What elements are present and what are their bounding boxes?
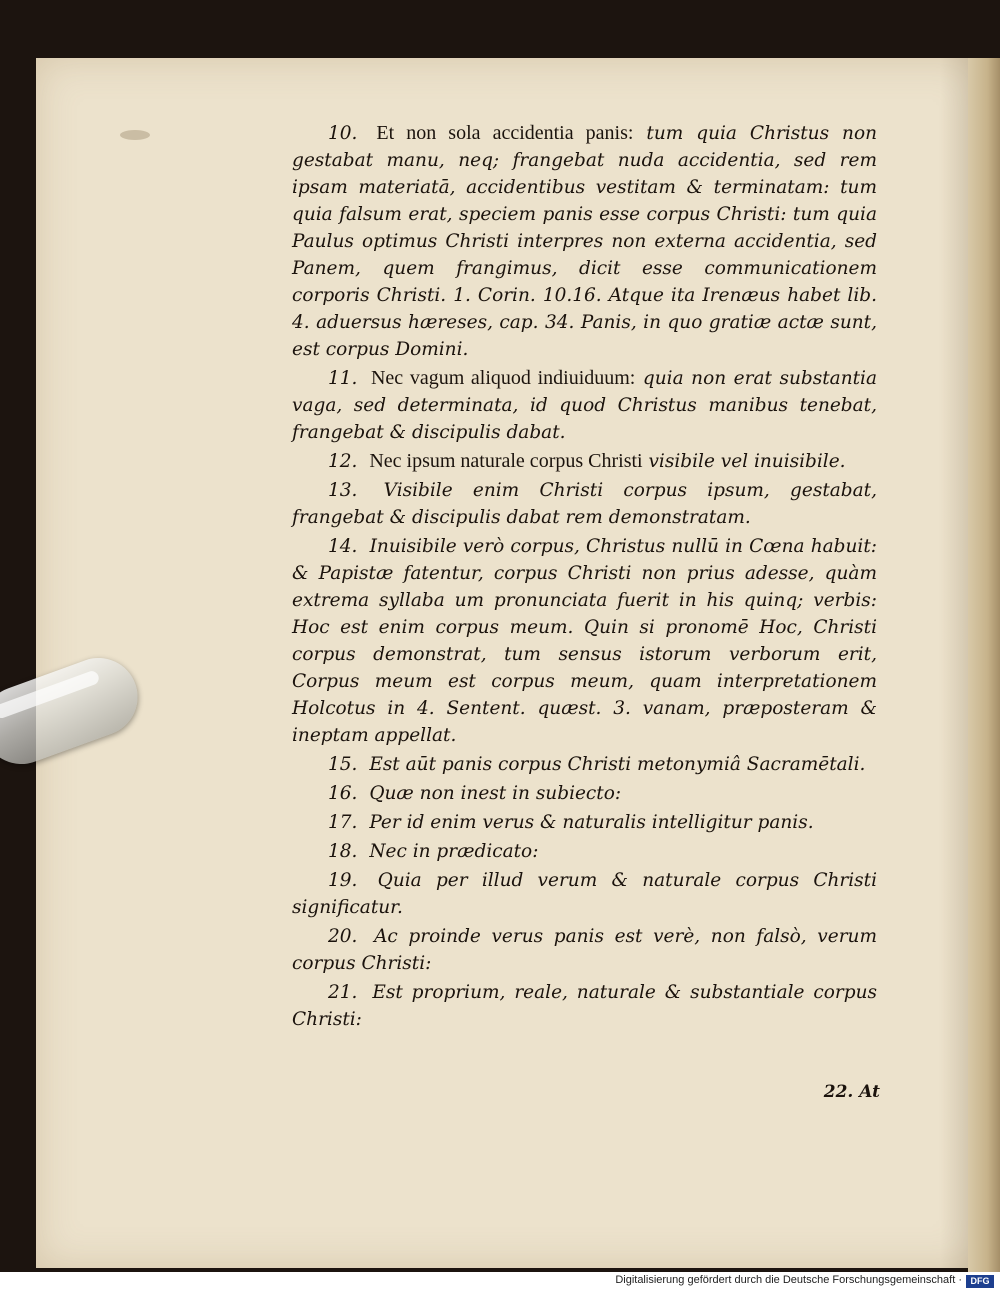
paragraph-11	[292, 365, 877, 446]
paragraph-body: Ac proinde verus panis est verè, non falsò, verum corpus Christi:	[292, 926, 878, 974]
page-stack-edge	[968, 58, 1000, 1272]
paragraph-body: Nec in prædicato:	[369, 841, 539, 862]
paragraph-body: Inuisibile verò corpus, Christus nullū in Cœna habuit: & Papistæ fatentur, corpus Christi non prius adesse, quàm extrema syllaba um pronunciata fuerit in his quinq; verbis: Hoc est enim corpus meum. Quin si pronomē Hoc, Christi corpus demonstrat, tum sensus istorum verborum erit, Corpus meum est corpus meum, quam interpretationem Holcotus in 4. Sentent. quæst. 3. vanam, præposteram & ineptam appellat.	[292, 536, 877, 746]
paragraph-number: 20.	[328, 926, 358, 947]
paragraph-14	[292, 533, 877, 749]
paragraph-body: Est proprium, reale, naturale & substantiale corpus Christi:	[292, 982, 877, 1030]
paragraph-number: 12.	[328, 451, 358, 472]
catchword: 22. At	[823, 1082, 880, 1102]
page-text-block	[292, 120, 877, 1035]
paragraph-number: 21.	[328, 982, 358, 1003]
paragraph-lead: Nec ipsum naturale corpus Christi	[369, 450, 643, 472]
paragraph-number: 18.	[328, 841, 358, 862]
dfg-logo-icon[interactable]: DFG	[966, 1275, 994, 1288]
paper-stain	[120, 130, 150, 140]
paragraph-number: 16.	[328, 783, 358, 804]
paragraph-body: Quia per illud verum & naturale corpus Christi significatur.	[292, 870, 877, 918]
paragraph-number: 11.	[328, 368, 358, 389]
paragraph-body: visibile vel inuisibile.	[648, 451, 846, 472]
paragraph-lead: Nec vagum aliquod indiuiduum:	[370, 367, 636, 389]
paragraph-number: 10.	[328, 123, 358, 144]
paragraph-17	[292, 809, 877, 836]
paragraph-15	[292, 751, 877, 778]
paragraph-20	[292, 923, 877, 977]
paragraph-number: 17.	[328, 812, 358, 833]
paragraph-body: Quæ non inest in subiecto:	[369, 783, 622, 804]
paragraph-10	[292, 120, 877, 363]
paragraph-19	[292, 867, 877, 921]
paragraph-number: 15.	[328, 754, 358, 775]
paragraph-16	[292, 780, 877, 807]
funding-credit: Digitalisierung gefördert durch die Deutsche Forschungsgemeinschaft ·	[615, 1274, 962, 1286]
paragraph-number: 19.	[328, 870, 358, 891]
paragraph-body: Est aūt panis corpus Christi metonymiâ Sacramētali.	[369, 754, 866, 775]
paragraph-body: tum quia Christus non gestabat manu, neq; frangebat nuda accidentia, sed rem ipsam materiatā, accidentibus vestitam & terminatam: tum quia falsum erat, speciem panis esse corpus Christi: tum quia Paulus optimus Christi interpres non externa accidentia, sed Panem, quem frangimus, dicit esse communicationem corporis Christi. 1. Corin. 10.16. Atque ita Irenæus habet lib. 4. aduersus hæreses, cap. 34. Panis, in quo gratiæ actæ sunt, est corpus Domini.	[292, 123, 877, 360]
paragraph-body: Visibile enim Christi corpus ipsum, gestabat, frangebat & discipulis dabat rem demonstratam.	[292, 480, 877, 528]
paragraph-13	[292, 477, 877, 531]
paragraph-lead: Et non sola accidentia panis:	[376, 122, 634, 144]
paragraph-18	[292, 838, 877, 865]
paragraph-body: Per id enim verus & naturalis intelligitur panis.	[369, 812, 814, 833]
paragraph-number: 14.	[328, 536, 358, 557]
paragraph-12	[292, 448, 877, 475]
footer-bar	[0, 1272, 1000, 1291]
paragraph-body: quia non erat substantia vaga, sed determinata, id quod Christus manibus tenebat, frangebat & discipulis dabat.	[292, 368, 877, 443]
paragraph-21	[292, 979, 877, 1033]
paragraph-number: 13.	[328, 480, 358, 501]
